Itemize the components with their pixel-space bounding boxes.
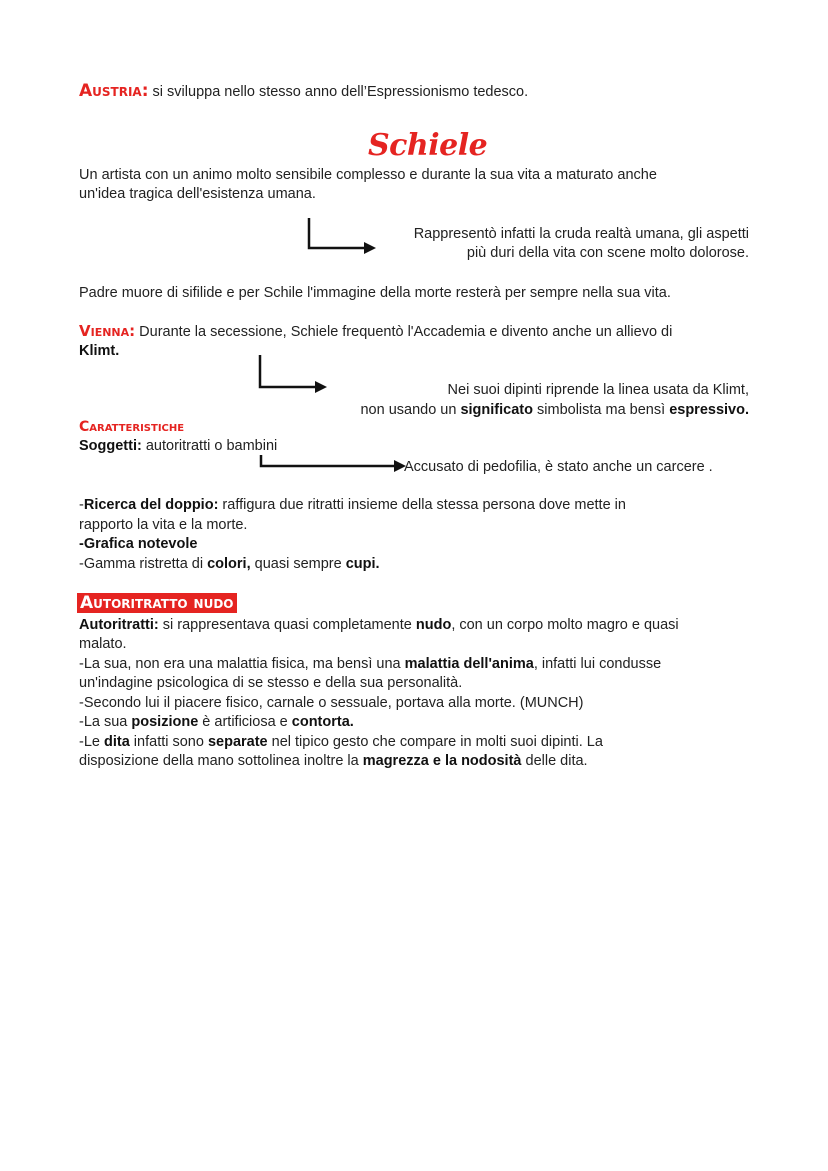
dita-magrezza: magrezza e la nodosità (362, 753, 522, 769)
arrow-icon (258, 455, 408, 471)
autoritratti-line-2: malato. (79, 636, 127, 652)
arrow2-significato: significato (460, 402, 533, 418)
grafica-line: -Grafica notevole (79, 536, 198, 552)
arrow1-line-1: Rappresentò infatti la cruda realtà umana, gli aspetti (413, 226, 749, 242)
dita-text-a: -Le (79, 734, 104, 750)
arrow2-text-a: non usando un (360, 402, 461, 418)
malattia-text-a: -La sua, non era una malattia fisica, ma bensì una (79, 656, 405, 672)
arrow1-line-2: più duri della vita con scene molto dolorose. (466, 245, 749, 261)
gamma-line (79, 555, 380, 575)
dita-text-c: infatti sono (129, 734, 208, 750)
malattia-line-1 (79, 655, 661, 675)
padre-text: Padre muore di sifilide e per Schile l'immagine della morte resterà per sempre nella sua vita. (79, 285, 671, 301)
arrow2-line-2 (300, 401, 749, 421)
posizione-text-c: è artificiosa e (198, 714, 292, 730)
dita-bold: dita (104, 734, 130, 750)
vienna-label: Vienna: (79, 322, 136, 340)
dita-text-l2c: delle dita. (521, 753, 588, 769)
vienna-text: Durante la secessione, Schiele frequentò l'Accademia e divento anche un allievo di (135, 324, 673, 340)
autoritratti-label: Autoritratti: (79, 617, 159, 633)
dita-text-e: nel tipico gesto che compare in molti suoi dipinti. La (267, 734, 603, 750)
soggetti-line (79, 437, 277, 457)
autoritratto-heading: Autoritratto nudo (77, 593, 237, 613)
dita-separate: separate (207, 734, 268, 750)
austria-label: Austria: (79, 81, 149, 101)
gamma-colori: colori, (207, 556, 251, 572)
soggetti-label: Soggetti: (79, 438, 142, 454)
arrow2-espressivo: espressivo. (669, 402, 749, 418)
vienna-klimt: Klimt. (79, 343, 120, 359)
arrow2-text-c: simbolista ma bensì (532, 402, 670, 418)
autoritratti-line-1 (79, 616, 679, 636)
posizione-contorta: contorta. (291, 714, 354, 730)
dita-text-l2a: disposizione della mano sottolinea inoltre la (79, 753, 363, 769)
arrow2-line-1: Nei suoi dipinti riprende la linea usata da Klimt, (447, 382, 749, 398)
arrow3-text: Accusato di pedofilia, è stato anche un carcere . (404, 459, 713, 475)
autoritratti-text-b: , con un corpo molto magro e quasi (451, 617, 679, 633)
gamma-text-c: quasi sempre (250, 556, 346, 572)
austria-line (79, 82, 528, 103)
gamma-text-a: -Gamma ristretta di (79, 556, 208, 572)
page-title: Schiele (368, 128, 488, 163)
malattia-anima: malattia dell'anima (404, 656, 534, 672)
posizione-text-a: -La sua (79, 714, 132, 730)
dita-line-2 (79, 752, 588, 772)
soggetti-text: autoritratti o bambini (141, 438, 278, 454)
gamma-cupi: cupi. (345, 556, 380, 572)
autoritratti-nudo: nudo (415, 617, 452, 633)
malattia-text-c: , infatti lui condusse (533, 656, 662, 672)
intro-line-1: Un artista con un animo molto sensibile complesso e durante la sua vita a maturato anche (79, 167, 657, 183)
intro-line-2: un'idea tragica dell'esistenza umana. (79, 186, 316, 202)
posizione-bold: posizione (131, 714, 199, 730)
caratteristiche-heading: Caratteristiche (79, 419, 185, 435)
austria-text: si sviluppa nello stesso anno dell’Espressionismo tedesco. (148, 84, 529, 100)
doppio-text: raffigura due ritratti insieme della stessa persona dove mette in (218, 497, 626, 513)
doppio-label: Ricerca del doppio: (83, 497, 219, 513)
doppio-line-2: rapporto la vita e la morte. (79, 517, 248, 533)
dita-line-1 (79, 733, 603, 753)
doppio-line-1 (79, 496, 626, 516)
doppio-dash: - (79, 497, 84, 513)
posizione-line (79, 713, 354, 733)
malattia-line-2: un'indagine psicologica di se stesso e della sua personalità. (79, 675, 463, 691)
autoritratti-text-a: si rappresentava quasi completamente (158, 617, 416, 633)
vienna-line (79, 322, 672, 343)
secondo-line: -Secondo lui il piacere fisico, carnale o sessuale, portava alla morte. (MUNCH) (79, 695, 584, 711)
